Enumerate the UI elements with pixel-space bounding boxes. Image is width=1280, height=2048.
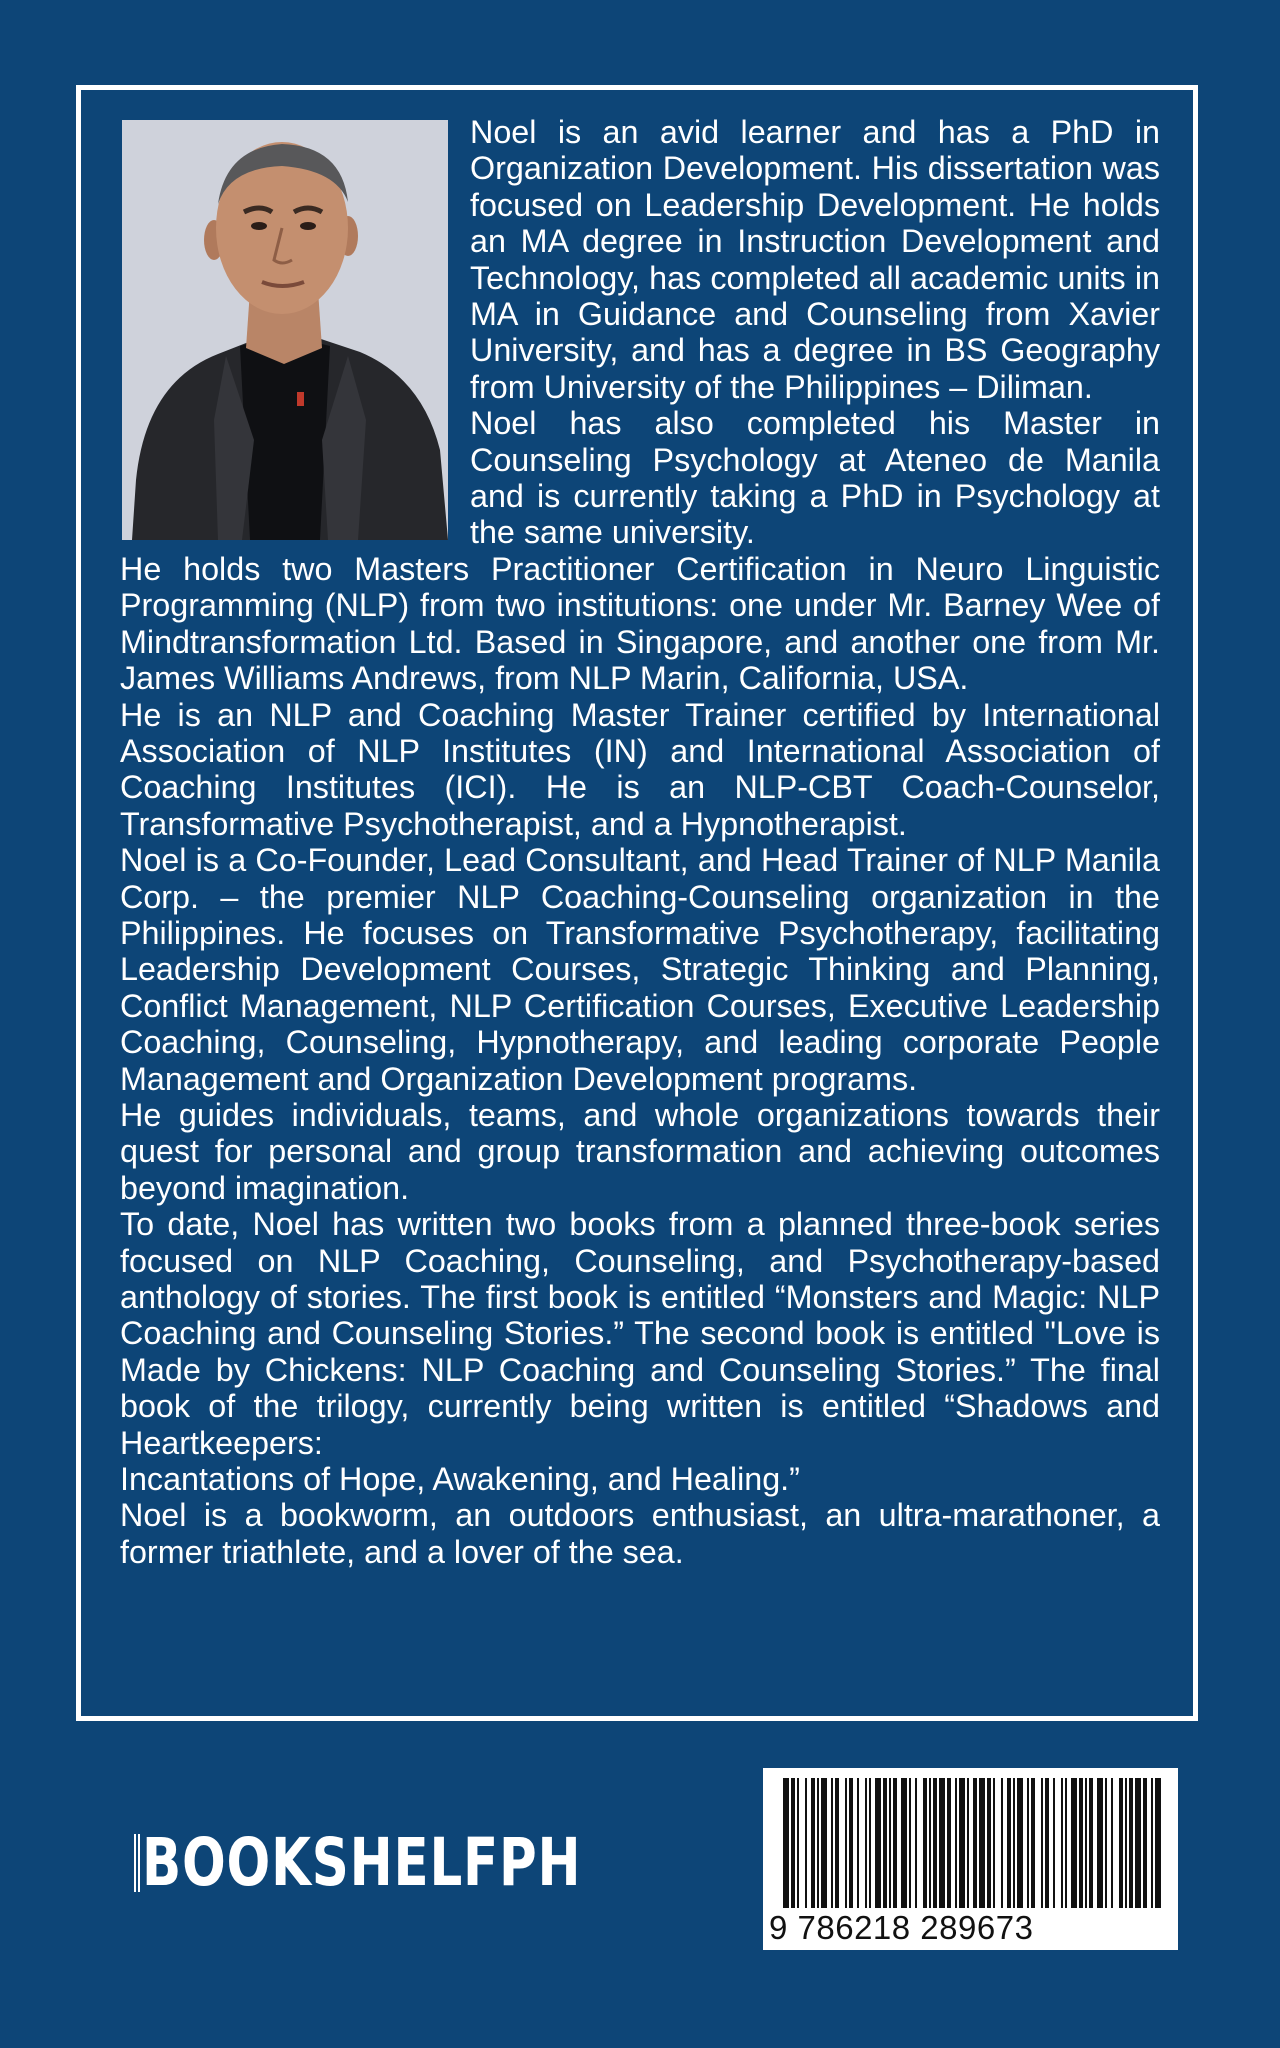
author-photo [122,120,448,540]
barcode-bar [1007,1778,1011,1908]
barcode-bar [1129,1778,1133,1908]
barcode-bar [797,1778,799,1908]
barcode-bar [987,1778,991,1908]
barcode-bar [909,1778,911,1908]
barcode-bar [947,1778,951,1908]
barcode-bar [973,1778,977,1908]
publisher-logo [132,1822,612,1904]
barcode-bars [763,1768,1178,1918]
barcode-bar [1027,1778,1029,1908]
barcode-bar [979,1778,985,1908]
barcode-bar [875,1778,881,1908]
bio-paragraph-1: Noel is an avid learner and has a PhD in Organization Development. His dissertation was focused on Leadership Development. He holds an MA degree in Instruction Development and Technology, has completed all academic units in MA in Guidance and Counseling from Xavier University, and has a degree in BS Geography from University of the Philippines – Diliman. [470,114,1160,405]
barcode-bar [791,1778,795,1908]
barcode-bar [1155,1778,1161,1908]
barcode-bar [1071,1778,1077,1908]
barcode-bar [1135,1778,1141,1908]
barcode-bar [805,1778,807,1908]
barcode-bar [1017,1778,1023,1908]
barcode-bar [1053,1778,1055,1908]
barcode-bar [933,1778,937,1908]
bio-paragraph-8: Incantations of Hope, Awakening, and Healing.” [120,1461,800,1498]
barcode-bar [889,1778,891,1908]
barcode-bar [1089,1778,1093,1908]
barcode-bar [1085,1778,1087,1908]
barcode-bar [1061,1778,1063,1908]
barcode-bar [923,1778,927,1908]
barcode-bar [1001,1778,1003,1908]
barcode-bar [967,1778,969,1908]
barcode-bar [1041,1778,1043,1908]
author-bio [120,114,1160,1570]
barcode-bar [993,1778,995,1908]
barcode-bar [831,1778,833,1908]
barcode-bar [1031,1778,1035,1908]
barcode-bar [1097,1778,1103,1908]
barcode-bar [1105,1778,1107,1908]
barcode-bar [849,1778,853,1908]
barcode-bar [835,1778,839,1908]
barcode-bar [857,1778,859,1908]
barcode-bar [811,1778,815,1908]
barcode-bar [1143,1778,1147,1908]
barcode-bar [865,1778,867,1908]
barcode-bar [1065,1778,1067,1908]
barcode-bar [1045,1778,1049,1908]
barcode-bar [845,1778,847,1908]
barcode-bar [883,1778,887,1908]
barcode-bar [1151,1778,1153,1908]
bio-paragraph-2: Noel has also completed his Master in Counseling Psychology at Ateneo de Manila and is currently taking a PhD in Psychology at the same university. [470,405,1160,551]
barcode-bar [929,1778,931,1908]
isbn-number: 9 786218 289673 [769,1909,1034,1946]
bio-paragraph-6: He guides individuals, teams, and whole organizations towards their quest for personal and group transformation and achieving outcomes beyond imagination. [120,1096,1160,1206]
bio-paragraph-5: Noel is a Co-Founder, Lead Consultant, and Head Trainer of NLP Manila Corp. – the premier NLP Coaching-Counseling organization in the Philippines. He focuses on Transformative Psychotherapy, facilitating Leadership Development Courses, Strategic Thinking and Planning, Conflict Management, NLP Certification Courses, Executive Leadership Coaching, Counseling, Hypnotherapy, and leading corporate People Management and Organization Development programs. [120,842,1160,1097]
bio-paragraph-3: He holds two Masters Practitioner Certification in Neuro Linguistic Programming (NLP) from two institutions: one under Mr. Barney Wee of Mindtransformation Ltd. Based in Singapore, and another one from Mr. James Williams Andrews, from NLP Marin, California, USA. [120,550,1160,697]
barcode-bar [783,1778,789,1908]
barcode-bar [955,1778,957,1908]
isbn-barcode [763,1768,1178,1950]
bio-paragraph-9: Noel is a bookworm, an outdoors enthusiast, an ultra-marathoner, a former triathlete, and a lover of the sea. [120,1497,1160,1570]
bio-paragraph-7: To date, Noel has written two books from a planned three-book series focused on NLP Coaching, Counseling, and Psychotherapy-based anthology of stories. The first book is entitled “Monsters and Magic: NLP Coaching and Counseling Stories.” The second book is entitled "Love is Made by Chickens: NLP Coaching and Counseling Stories.” The final book of the trilogy, currently being written is entitled “Shadows and Heartkeepers: [120,1206,1160,1461]
barcode-bar [1119,1778,1123,1908]
barcode-bar [901,1778,907,1908]
barcode-bar [817,1778,819,1908]
bio-paragraph-4: He is an NLP and Coaching Master Trainer certified by International Association of NLP Institutes (IN) and International Association of Coaching Institutes (ICI). He is an NLP-CBT Coach-Counselor, Transformative Psychotherapist, and a Hypnotherapist. [120,696,1160,842]
barcode-bar [939,1778,945,1908]
barcode-bar [915,1778,917,1908]
barcode-bar [1013,1778,1015,1908]
barcode-bar [1079,1778,1083,1908]
barcode-bar [1125,1778,1127,1908]
barcode-bar [893,1778,897,1908]
barcode-bar [821,1778,827,1908]
barcode-bar [869,1778,871,1908]
barcode-bar [1111,1778,1113,1908]
barcode-bar [959,1778,965,1908]
publisher-logo-text: BOOKSHELFPH [142,1824,582,1901]
